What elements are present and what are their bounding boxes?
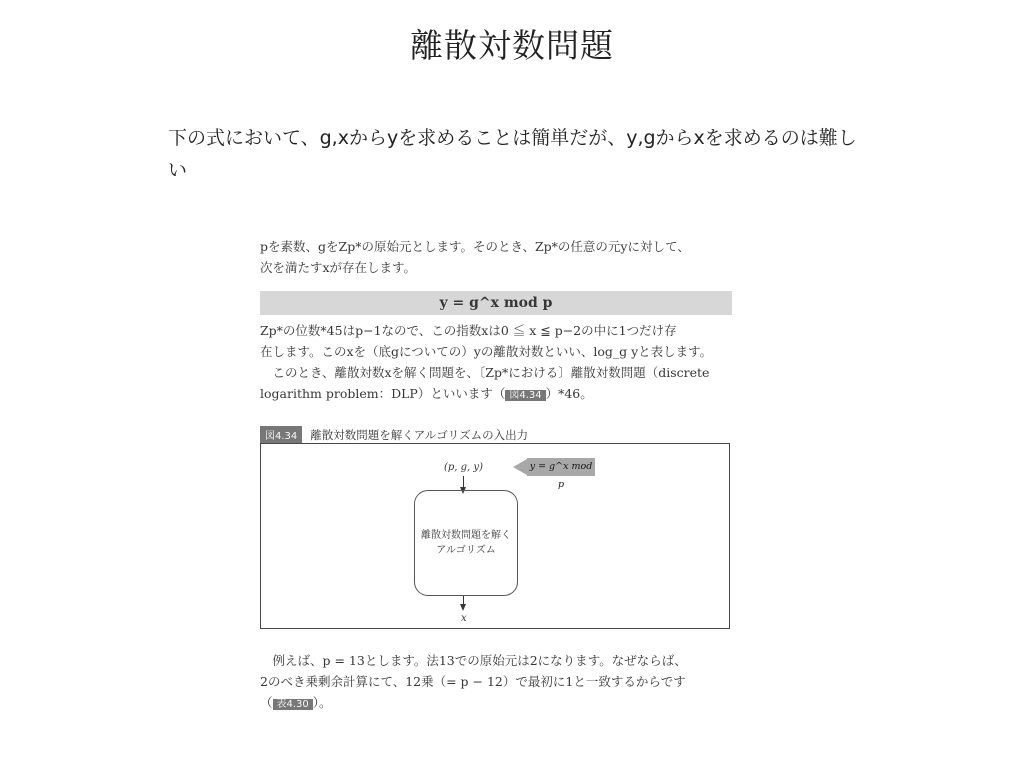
callout-pointer (513, 459, 527, 475)
body-paragraph (260, 320, 740, 406)
figure-tag: 図4.34 (260, 426, 302, 443)
equation-bar: y = g^x mod p (260, 291, 732, 315)
algorithm-box (414, 490, 518, 596)
slide-description: 下の式において、g,xからyを求めることは簡単だが、y,gからxを求めるのは難しい (168, 127, 857, 181)
figure-output-label: x (461, 613, 467, 624)
slide-title: 離散対数問題 (410, 26, 614, 65)
example-text-end: ）。 (312, 695, 332, 710)
figure-callout: y = g^x mod p (527, 458, 595, 476)
figure-caption-text: 離散対数問題を解くアルゴリズムの入出力 (310, 427, 529, 442)
body-text-end: ）*46。 (545, 386, 593, 401)
figure-diagram (260, 443, 730, 629)
body-text: Zp*の位数*45はp−1なので、この指数xは0 ≦ x ≦ p−2の中に1つだけ存 在します。このxを（底gについての）yの離散対数といい、log_g yと表します。 このとき、離散対数xを解く問題を、〔Zp*における〕離散対数問題（discrete logarithm problem：DLP）といいます（ (260, 323, 713, 401)
book-excerpt-image (256, 232, 740, 720)
example-text: 例えば、p = 13とします。法13での原始元は2になります。なぜならば、 2のべき乗剰余計算にて、12乗（= p − 12）で最初に1と一致するからです （ (260, 653, 687, 710)
intro-paragraph: pを素数、gをZp*の原始元とします。そのとき、Zp*の任意の元yに対して、 次を満たすxが存在します。 (260, 239, 690, 275)
output-arrow-head (460, 604, 466, 611)
figure-reference-tag: 図4.34 (505, 390, 545, 401)
algorithm-label-line1: 離散対数問題を解く (421, 530, 511, 541)
table-reference-tag: 表4.30 (273, 699, 313, 710)
example-paragraph (260, 650, 740, 715)
figure-caption (260, 426, 528, 443)
figure-input-label: (p, g, y) (444, 462, 483, 473)
algorithm-label-line2: アルゴリズム (436, 545, 496, 556)
